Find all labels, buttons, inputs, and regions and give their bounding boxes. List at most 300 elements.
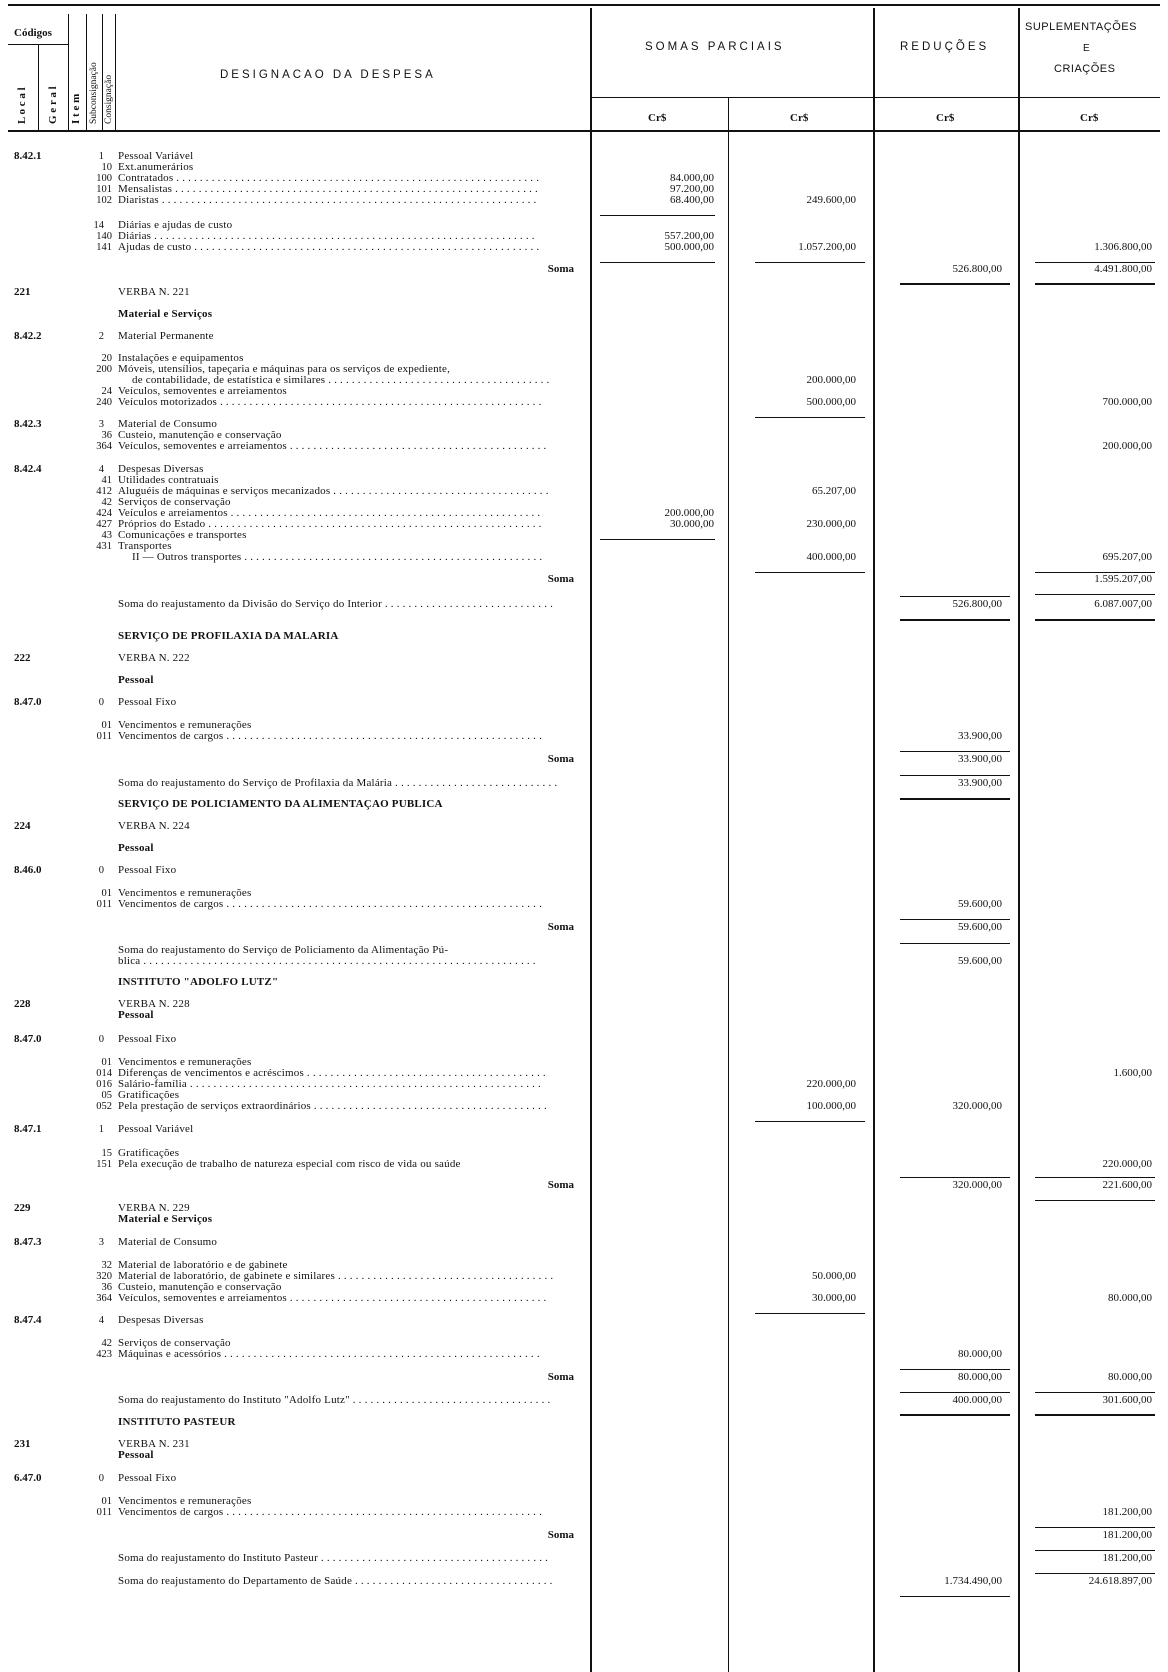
local-code: 8.42.2 xyxy=(14,329,42,342)
designacao-label: Soma do reajustamento do Serviço de Policiamento da Alimentação Pú- xyxy=(118,943,449,956)
item-code: 0 xyxy=(98,696,104,708)
designacao-text xyxy=(118,242,539,253)
subtotal-rule xyxy=(755,262,865,263)
leader-dots: . . . . . . . . . . . . . . . . . . . . . . . . . . . . . . . . . . . . . . . . . . . . . . . . . . . . . . xyxy=(223,897,543,910)
parcial-value-2: 400.000,00 xyxy=(806,550,856,563)
designacao-label: Serviços de conservação xyxy=(118,1336,231,1349)
designacao-label: Diárias xyxy=(118,229,152,242)
subtotal-rule xyxy=(1035,1527,1155,1528)
currency-col-1: Cr$ xyxy=(648,112,667,124)
reducoes-header: REDUÇÕES xyxy=(900,41,990,53)
suplementacao-value: 24.618.897,00 xyxy=(1088,1574,1152,1587)
designacao-label: Despesas Diversas xyxy=(118,462,204,475)
designacao-text xyxy=(118,1395,550,1406)
subtotal-rule xyxy=(1035,1177,1155,1178)
consignacao-code: 15 xyxy=(101,1147,112,1159)
local-code: 8.47.0 xyxy=(14,695,42,708)
designacao-text xyxy=(118,653,190,664)
reducao-value: 59.600,00 xyxy=(958,954,1002,967)
leader-dots: . . . . . . . . . . . . . . . . . . . . . . . . . . . . . . . . . . . . . . . . . . . . . . . . . . . . . . . . . . . . . . . . . . . xyxy=(140,954,536,967)
designacao-label: Salário-família xyxy=(118,1077,187,1090)
designacao-label: Pessoal xyxy=(118,673,154,686)
col-divider-designacao xyxy=(590,8,592,1672)
subtotal-rule xyxy=(1035,572,1155,573)
designacao-label: Diaristas xyxy=(118,193,159,206)
leader-dots: . . . . . . . . . . . . . . . . . . . . . . . . . . . . . . . . . . . . . . . . . . . . . . . . . . . . . . . . . xyxy=(205,517,542,530)
designacao-label: Soma do reajustamento do Instituto Pasteur xyxy=(118,1551,318,1564)
designacao-text xyxy=(118,1553,548,1564)
parcial-value-2: 230.000,00 xyxy=(806,517,856,530)
reducao-value: 59.600,00 xyxy=(958,897,1002,910)
consignacao-code: 423 xyxy=(96,1348,112,1360)
designacao-text xyxy=(118,799,443,810)
leader-dots: . . . . . . . . . . . . . . . . . . . . . . . . . . . . . . . . . . . . . . . . . . . . . . . . . . . xyxy=(241,550,543,563)
local-code: 6.47.0 xyxy=(14,1471,42,1484)
designacao-label: Máquinas e acessórios xyxy=(118,1347,222,1360)
soma-label: Soma xyxy=(547,572,574,585)
designacao-text xyxy=(118,1214,212,1225)
designacao-label: Gratificações xyxy=(118,1088,180,1101)
designacao-label: Comunicações e transportes xyxy=(118,528,247,541)
designacao-text xyxy=(118,977,278,988)
designacao-text xyxy=(118,309,212,320)
item-code: 4 xyxy=(98,463,104,475)
designacao-label: Diferenças de vencimentos e acréscimos xyxy=(118,1066,304,1079)
leader-dots: . . . . . . . . . . . . . . . . . . . . . . . . . . . . . . . . . . . . . . . xyxy=(317,1551,549,1564)
designacao-text xyxy=(118,956,536,967)
leader-dots: . . . . . . . . . . . . . . . . . . . . . . . . . . . . . . . . . . . . . . . . . . . . . . . . . . . . . . . xyxy=(217,395,542,408)
parcial-value-1: 200.000,00 xyxy=(664,506,714,519)
designacao-text xyxy=(118,287,190,298)
designacao-label: Soma do reajustamento do Serviço de Profilaxia da Malária xyxy=(118,776,393,789)
leader-dots: . . . . . . . . . . . . . . . . . . . . . . . . . . . . . . . . . . . . . . . . . . . . xyxy=(286,1291,547,1304)
consignacao-code: 24 xyxy=(101,385,112,397)
reducao-value: 526.800,00 xyxy=(952,262,1002,275)
designacao-text xyxy=(118,1034,176,1045)
parcial-value-1: 84.000,00 xyxy=(670,171,714,184)
designacao-label: VERBA N. 222 xyxy=(118,651,190,664)
parcial-value-2: 249.600,00 xyxy=(806,193,856,206)
designacao-label: SERVIÇO DE POLICIAMENTO DA ALIMENTAÇAO PUBLICA xyxy=(118,797,443,810)
suplementacao-value: 181.200,00 xyxy=(1102,1528,1152,1541)
subtotal-rule xyxy=(600,539,715,540)
designacao-text xyxy=(118,1293,547,1304)
designacao-text xyxy=(118,731,542,742)
leader-dots: . . . . . . . . . . . . . . . . . . . . . . . . . . . . . . . . . . . . . . . . . . . . . . . . . . . . . . . . . . . . . . xyxy=(173,171,540,184)
consignacao-code: 01 xyxy=(101,887,112,899)
criacoes-header: CRIAÇÕES xyxy=(1054,63,1116,75)
leader-dots: . . . . . . . . . . . . . . . . . . . . . . . . . . . . . . . . . . . . . . . . . xyxy=(303,1066,546,1079)
consignacao-code: 052 xyxy=(96,1100,112,1112)
subtotal-rule xyxy=(900,1392,1010,1393)
reducao-value: 33.900,00 xyxy=(958,752,1002,765)
soma-label: Soma xyxy=(547,1178,574,1191)
item-label: I t e m xyxy=(70,93,82,124)
consignacao-code: 01 xyxy=(101,1495,112,1507)
consignacao-code: 016 xyxy=(96,1078,112,1090)
parcial-value-1: 30.000,00 xyxy=(670,517,714,530)
leader-dots: . . . . . . . . . . . . . . . . . . . . . . . . . . . . . . . . . . . . . . . . . . . . . . . . . . . . . . . . . . . . . . . . xyxy=(158,193,537,206)
suplementacao-value: 301.600,00 xyxy=(1102,1393,1152,1406)
designacao-text xyxy=(118,1101,547,1112)
designacao-label: Instalações e equipamentos xyxy=(118,351,244,364)
designacao-text xyxy=(118,184,538,195)
designacao-label: Veículos, semoventes e arreiamentos xyxy=(118,439,287,452)
leader-dots: . . . . . . . . . . . . . . . . . . . . . . . . . . . . . . . . . . xyxy=(352,1574,553,1587)
item-code: 3 xyxy=(98,418,104,430)
consignacao-code: 364 xyxy=(96,440,112,452)
designacao-label: Soma do reajustamento do Instituto "Adolfo Lutz" xyxy=(118,1393,350,1406)
subtotal-rule xyxy=(600,215,715,216)
designacao-label: Pessoal xyxy=(118,1448,154,1461)
designacao-label: INSTITUTO PASTEUR xyxy=(118,1415,236,1428)
designacao-label: Veículos, semoventes e arreiamentos xyxy=(118,1291,287,1304)
suplementacao-value: 200.000,00 xyxy=(1102,439,1152,452)
designacao-label: Pessoal Variável xyxy=(118,149,194,162)
designacao-label: VERBA N. 224 xyxy=(118,819,190,832)
subtotal-rule xyxy=(900,775,1010,776)
designacao-text xyxy=(118,1010,154,1021)
subtotal-rule xyxy=(900,751,1010,752)
designacao-label: Vencimentos de cargos xyxy=(118,897,224,910)
parcial-value-1: 97.200,00 xyxy=(670,182,714,195)
header-bottom-rule xyxy=(8,130,1160,132)
designacao-text xyxy=(118,599,553,610)
consignacao-code: 36 xyxy=(101,429,112,441)
parcial-value-2: 100.000,00 xyxy=(806,1099,856,1112)
suplementacao-value: 1.595.207,00 xyxy=(1094,572,1152,585)
designacao-text xyxy=(118,195,537,206)
designacao-label: de contabilidade, de estatística e similares xyxy=(132,373,326,386)
suplementacoes-e: E xyxy=(1083,43,1090,54)
leader-dots: . . . . . . . . . . . . . . . . . . . . . . . . . . . . . . . . . . . . . . . . xyxy=(310,1099,547,1112)
total-rule xyxy=(900,798,1010,800)
consignacao-code: 36 xyxy=(101,1281,112,1293)
leader-dots: . . . . . . . . . . . . . . . . . . . . . . . . . . . . . . . . . . . . . . . . . . . . . . . . . . . . . . xyxy=(223,1505,543,1518)
currency-col-4: Cr$ xyxy=(1080,112,1099,124)
subtotal-rule xyxy=(1035,1573,1155,1574)
local-code: 224 xyxy=(14,819,31,832)
leader-dots: . . . . . . . . . . . . . . . . . . . . . . . . . . . . . . . . . . . . . . . . . . . . . . . . . . . . . . . . . . . . xyxy=(186,1077,541,1090)
leader-dots: . . . . . . . . . . . . . . . . . . . . . . . . . . . . . . . . . . . . . xyxy=(335,1269,554,1282)
consignacao-code: 412 xyxy=(96,485,112,497)
subtotal-rule xyxy=(900,1596,1010,1597)
col-divider-reducoes xyxy=(1018,8,1020,1672)
consignacao-code: 011 xyxy=(96,898,112,910)
subtotal-rule xyxy=(1035,1550,1155,1551)
local-code: 8.47.4 xyxy=(14,1313,42,1326)
subtotal-rule xyxy=(755,1313,865,1314)
subtotal-rule xyxy=(900,943,1010,944)
consignacao-code: 200 xyxy=(96,363,112,375)
designacao-label: Despesas Diversas xyxy=(118,1313,204,1326)
designacao-label: Vencimentos de cargos xyxy=(118,729,224,742)
suplementacao-value: 181.200,00 xyxy=(1102,1551,1152,1564)
parcial-value-2: 1.057.200,00 xyxy=(798,240,856,253)
designacao-label: Pessoal Fixo xyxy=(118,863,177,876)
codigos-label: Códigos xyxy=(14,27,52,39)
consignacao-code: 140 xyxy=(96,230,112,242)
col-divider-subconsig xyxy=(102,14,103,130)
suplementacao-value: 1.306.800,00 xyxy=(1094,240,1152,253)
designacao-text xyxy=(118,843,154,854)
item-code: 4 xyxy=(98,1314,104,1326)
consignacao-code: 05 xyxy=(101,1089,112,1101)
designacao-text xyxy=(118,1237,217,1248)
designacao-label: Pessoal xyxy=(118,1008,154,1021)
designacao-label: Diárias e ajudas de custo xyxy=(118,218,233,231)
leader-dots: . . . . . . . . . . . . . . . . . . . . . . . . . . . . . . . . . . . . . . . . . . . . . . . . . . . . . . . . . . . xyxy=(191,240,540,253)
item-code: 0 xyxy=(98,1472,104,1484)
consignacao-code: 100 xyxy=(96,172,112,184)
designacao-label: Veículos motorizados xyxy=(118,395,218,408)
subtotal-rule xyxy=(1035,1200,1155,1201)
designacao-label: Custeio, manutenção e conservação xyxy=(118,428,282,441)
designacao-label: Pessoal xyxy=(118,841,154,854)
consignacao-code: 141 xyxy=(96,241,112,253)
leader-dots: . . . . . . . . . . . . . . . . . . . . . . . . . . . . . . . . . . . . . . . . . . . . . . . . . . . . . . xyxy=(223,729,543,742)
local-code: 8.46.0 xyxy=(14,863,42,876)
suplementacao-value: 80.000,00 xyxy=(1108,1291,1152,1304)
subtotal-rule xyxy=(900,1369,1010,1370)
designacao-label: Mensalistas xyxy=(118,182,173,195)
consignacao-code: 424 xyxy=(96,507,112,519)
designacao-text xyxy=(118,173,539,184)
designacao-text xyxy=(118,821,190,832)
local-code: 8.42.1 xyxy=(14,149,42,162)
header-sub-rule xyxy=(590,97,1160,98)
designacao-label: Ajudas de custo xyxy=(118,240,192,253)
designacao-label: Contratados xyxy=(118,171,174,184)
consignacao-code: 101 xyxy=(96,183,112,195)
subtotal-rule xyxy=(755,572,865,573)
subtotal-rule xyxy=(600,262,715,263)
item-code: 0 xyxy=(98,1033,104,1045)
item-code: 1 xyxy=(98,150,104,162)
local-code: 221 xyxy=(14,285,31,298)
designacao-label: II — Outros transportes xyxy=(132,550,242,563)
consignacao-code: 42 xyxy=(101,496,112,508)
designacao-text xyxy=(118,1079,541,1090)
designacao-text xyxy=(118,397,542,408)
designacao-label: Soma do reajustamento da Divisão do Serviço do Interior xyxy=(118,597,382,610)
designacao-label: Pessoal Fixo xyxy=(118,1471,177,1484)
reducao-value: 320.000,00 xyxy=(952,1099,1002,1112)
col-divider-geral xyxy=(68,14,69,130)
leader-dots: . . . . . . . . . . . . . . . . . . . . . . . . . . . . . . . . . . . . . . . . . . . . . . . . . . . . . . xyxy=(221,1347,540,1360)
designacao-text xyxy=(118,631,339,642)
designacao-label: blica xyxy=(118,954,141,967)
designacao-label: Material Permanente xyxy=(118,329,214,342)
item-code: 0 xyxy=(98,864,104,876)
currency-col-2: Cr$ xyxy=(790,112,809,124)
designacao-label: Vencimentos e remunerações xyxy=(118,1494,252,1507)
soma-label: Soma xyxy=(547,262,574,275)
reducao-value: 320.000,00 xyxy=(952,1178,1002,1191)
consignacao-code: 20 xyxy=(101,352,112,364)
leader-dots: . . . . . . . . . . . . . . . . . . . . . . . . . . . . . . . . . . . . . . xyxy=(325,373,550,386)
subtotal-rule xyxy=(755,417,865,418)
total-rule xyxy=(900,619,1010,621)
item-code: 14 xyxy=(93,219,104,231)
suplementacao-value: 700.000,00 xyxy=(1102,395,1152,408)
consignacao-code: 427 xyxy=(96,518,112,530)
designacao-text xyxy=(118,1159,461,1170)
parcial-value-2: 200.000,00 xyxy=(806,373,856,386)
designacao-text xyxy=(118,1315,204,1326)
leader-dots: . . . . . . . . . . . . . . . . . . . . . . . . . . . . . . . . . . . . . xyxy=(330,484,549,497)
designacao-label: VERBA N. 231 xyxy=(118,1437,190,1450)
consignacao-code: 10 xyxy=(101,161,112,173)
suplementacao-value: 6.087.007,00 xyxy=(1094,597,1152,610)
designacao-text xyxy=(118,331,214,342)
subconsignacao-label: Subconsignação xyxy=(89,62,99,124)
designacao-label: Transportes xyxy=(118,539,172,552)
reducao-value: 33.900,00 xyxy=(958,729,1002,742)
designacao-text xyxy=(118,1349,540,1360)
soma-label: Soma xyxy=(547,920,574,933)
designacao-label: Vencimentos e remunerações xyxy=(118,718,252,731)
designacao-label: Material de laboratório e de gabinete xyxy=(118,1258,288,1271)
soma-label: Soma xyxy=(547,1528,574,1541)
designacao-label: Pela execução de trabalho de natureza especial com risco de vida ou saúde xyxy=(118,1157,461,1170)
designacao-text xyxy=(118,1417,236,1428)
consignacao-code: 43 xyxy=(101,529,112,541)
reducao-value: 80.000,00 xyxy=(958,1370,1002,1383)
local-code: 228 xyxy=(14,997,31,1010)
designacao-label: Aluguéis de máquinas e serviços mecanizados xyxy=(118,484,331,497)
designacao-text xyxy=(118,778,557,789)
designacao-text xyxy=(118,945,448,956)
consignacao-code: 431 xyxy=(96,540,112,552)
consignacao-code: 41 xyxy=(101,474,112,486)
designacao-label: Pessoal Fixo xyxy=(118,695,177,708)
designacao-label: Gratificações xyxy=(118,1146,180,1159)
local-code: 8.42.4 xyxy=(14,462,42,475)
leader-dots: . . . . . . . . . . . . . . . . . . . . . . . . . . . . . . . . . . . . . . . . . . . . . . . . . . . . . . . . . . . . . . . . . xyxy=(151,229,535,242)
designacao-label: Custeio, manutenção e conservação xyxy=(118,1280,282,1293)
suplementacao-value: 220.000,00 xyxy=(1102,1157,1152,1170)
reducao-value: 59.600,00 xyxy=(958,920,1002,933)
leader-dots: . . . . . . . . . . . . . . . . . . . . . . . . . . . . . . . . . . . . . . . . . . . . xyxy=(286,439,547,452)
designacao-label: Pessoal Variável xyxy=(118,1122,194,1135)
reducao-value: 33.900,00 xyxy=(958,776,1002,789)
designacao-label: Material e Serviços xyxy=(118,307,213,320)
designacao-label: Vencimentos e remunerações xyxy=(118,1055,252,1068)
designacao-text xyxy=(118,441,547,452)
designacao-text xyxy=(118,1124,193,1135)
consignacao-code: 011 xyxy=(96,730,112,742)
designacao-text xyxy=(118,1576,553,1587)
subtotal-rule xyxy=(1035,1392,1155,1393)
designacao-label: Material e Serviços xyxy=(118,1212,213,1225)
total-rule xyxy=(900,1414,1010,1416)
parcial-value-1: 68.400,00 xyxy=(670,193,714,206)
designacao-label: Material de laboratório, de gabinete e similares xyxy=(118,1269,335,1282)
total-rule xyxy=(1035,619,1155,621)
col-divider-consig xyxy=(115,14,116,130)
geral-label: G e r a l xyxy=(47,86,59,124)
col-divider-item xyxy=(86,14,87,130)
soma-label: Soma xyxy=(547,1370,574,1383)
designacao-label: SERVIÇO DE PROFILAXIA DA MALARIA xyxy=(118,629,339,642)
designacao-label: VERBA N. 221 xyxy=(118,285,190,298)
designacao-label: Próprios do Estado xyxy=(118,517,206,530)
parcial-value-1: 500.000,00 xyxy=(664,240,714,253)
subtotal-rule xyxy=(755,1121,865,1122)
reducao-value: 400.000,00 xyxy=(952,1393,1002,1406)
local-code: 222 xyxy=(14,651,31,664)
consignacao-code: 01 xyxy=(101,1056,112,1068)
leader-dots: . . . . . . . . . . . . . . . . . . . . . . . . . . . . . . . . . . . . . . . . . . . . . . . . . . . . . xyxy=(227,506,541,519)
col-divider-parcial xyxy=(728,97,729,1672)
total-rule xyxy=(1035,283,1155,285)
designacao-label: Vencimentos e remunerações xyxy=(118,886,252,899)
designacao-label: Utilidades contratuais xyxy=(118,473,219,486)
subtotal-rule xyxy=(900,1177,1010,1178)
designacao-label: Material de Consumo xyxy=(118,417,218,430)
parcial-value-2: 220.000,00 xyxy=(806,1077,856,1090)
designacao-label: Pela prestação de serviços extraordinários xyxy=(118,1099,311,1112)
designacao-text xyxy=(118,1507,542,1518)
consignacao-code: 014 xyxy=(96,1067,112,1079)
suplementacoes-header: SUPLEMENTAÇÕES xyxy=(1025,21,1137,33)
designacao-text xyxy=(118,1450,154,1461)
leader-dots: . . . . . . . . . . . . . . . . . . . . . . . . . . . . . . . . . . xyxy=(349,1393,551,1406)
designacao-label: Ext.anumerários xyxy=(118,160,194,173)
consignacao-code: 01 xyxy=(101,719,112,731)
item-code: 1 xyxy=(98,1123,104,1135)
somas-parciais-header: SOMAS PARCIAIS xyxy=(645,41,785,53)
top-rule xyxy=(8,4,1160,6)
leader-dots: . . . . . . . . . . . . . . . . . . . . . . . . . . . . . xyxy=(381,597,554,610)
parcial-value-2: 500.000,00 xyxy=(806,395,856,408)
reducao-value: 80.000,00 xyxy=(958,1347,1002,1360)
designacao-label: VERBA N. 228 xyxy=(118,997,190,1010)
leader-dots: . . . . . . . . . . . . . . . . . . . . . . . . . . . . . . . . . . . . . . . . . . . . . . . . . . . . . . . . . . . . . . xyxy=(172,182,538,195)
total-rule xyxy=(900,283,1010,285)
parcial-value-1: 557.200,00 xyxy=(664,229,714,242)
consignacao-code: 102 xyxy=(96,194,112,206)
consignacao-code: 42 xyxy=(101,1337,112,1349)
designacao-text xyxy=(132,552,542,563)
designacao-label: Pessoal Fixo xyxy=(118,1032,177,1045)
designacao-label: INSTITUTO "ADOLFO LUTZ" xyxy=(118,975,279,988)
designacao-text xyxy=(118,1473,176,1484)
consignacao-code: 011 xyxy=(96,1506,112,1518)
subtotal-rule xyxy=(900,919,1010,920)
col-divider-somas xyxy=(873,8,875,1672)
designacao-text xyxy=(118,675,154,686)
local-code: 8.42.3 xyxy=(14,417,42,430)
designacao-label: Serviços de conservação xyxy=(118,495,231,508)
suplementacao-value: 1.600,00 xyxy=(1113,1066,1152,1079)
parcial-value-2: 30.000,00 xyxy=(812,1291,856,1304)
suplementacao-value: 181.200,00 xyxy=(1102,1505,1152,1518)
subtotal-rule xyxy=(1035,262,1155,263)
parcial-value-2: 65.207,00 xyxy=(812,484,856,497)
designacao-label: Móveis, utensílios, tapeçaria e máquinas para os serviços de expediente, xyxy=(118,362,451,375)
designacao-label: Vencimentos de cargos xyxy=(118,1505,224,1518)
suplementacao-value: 80.000,00 xyxy=(1108,1370,1152,1383)
designacao-label: Material de Consumo xyxy=(118,1235,218,1248)
consignacao-code: 240 xyxy=(96,396,112,408)
local-code: 8.47.1 xyxy=(14,1122,42,1135)
suplementacao-value: 221.600,00 xyxy=(1102,1178,1152,1191)
soma-label: Soma xyxy=(547,752,574,765)
currency-col-3: Cr$ xyxy=(936,112,955,124)
parcial-value-2: 50.000,00 xyxy=(812,1269,856,1282)
